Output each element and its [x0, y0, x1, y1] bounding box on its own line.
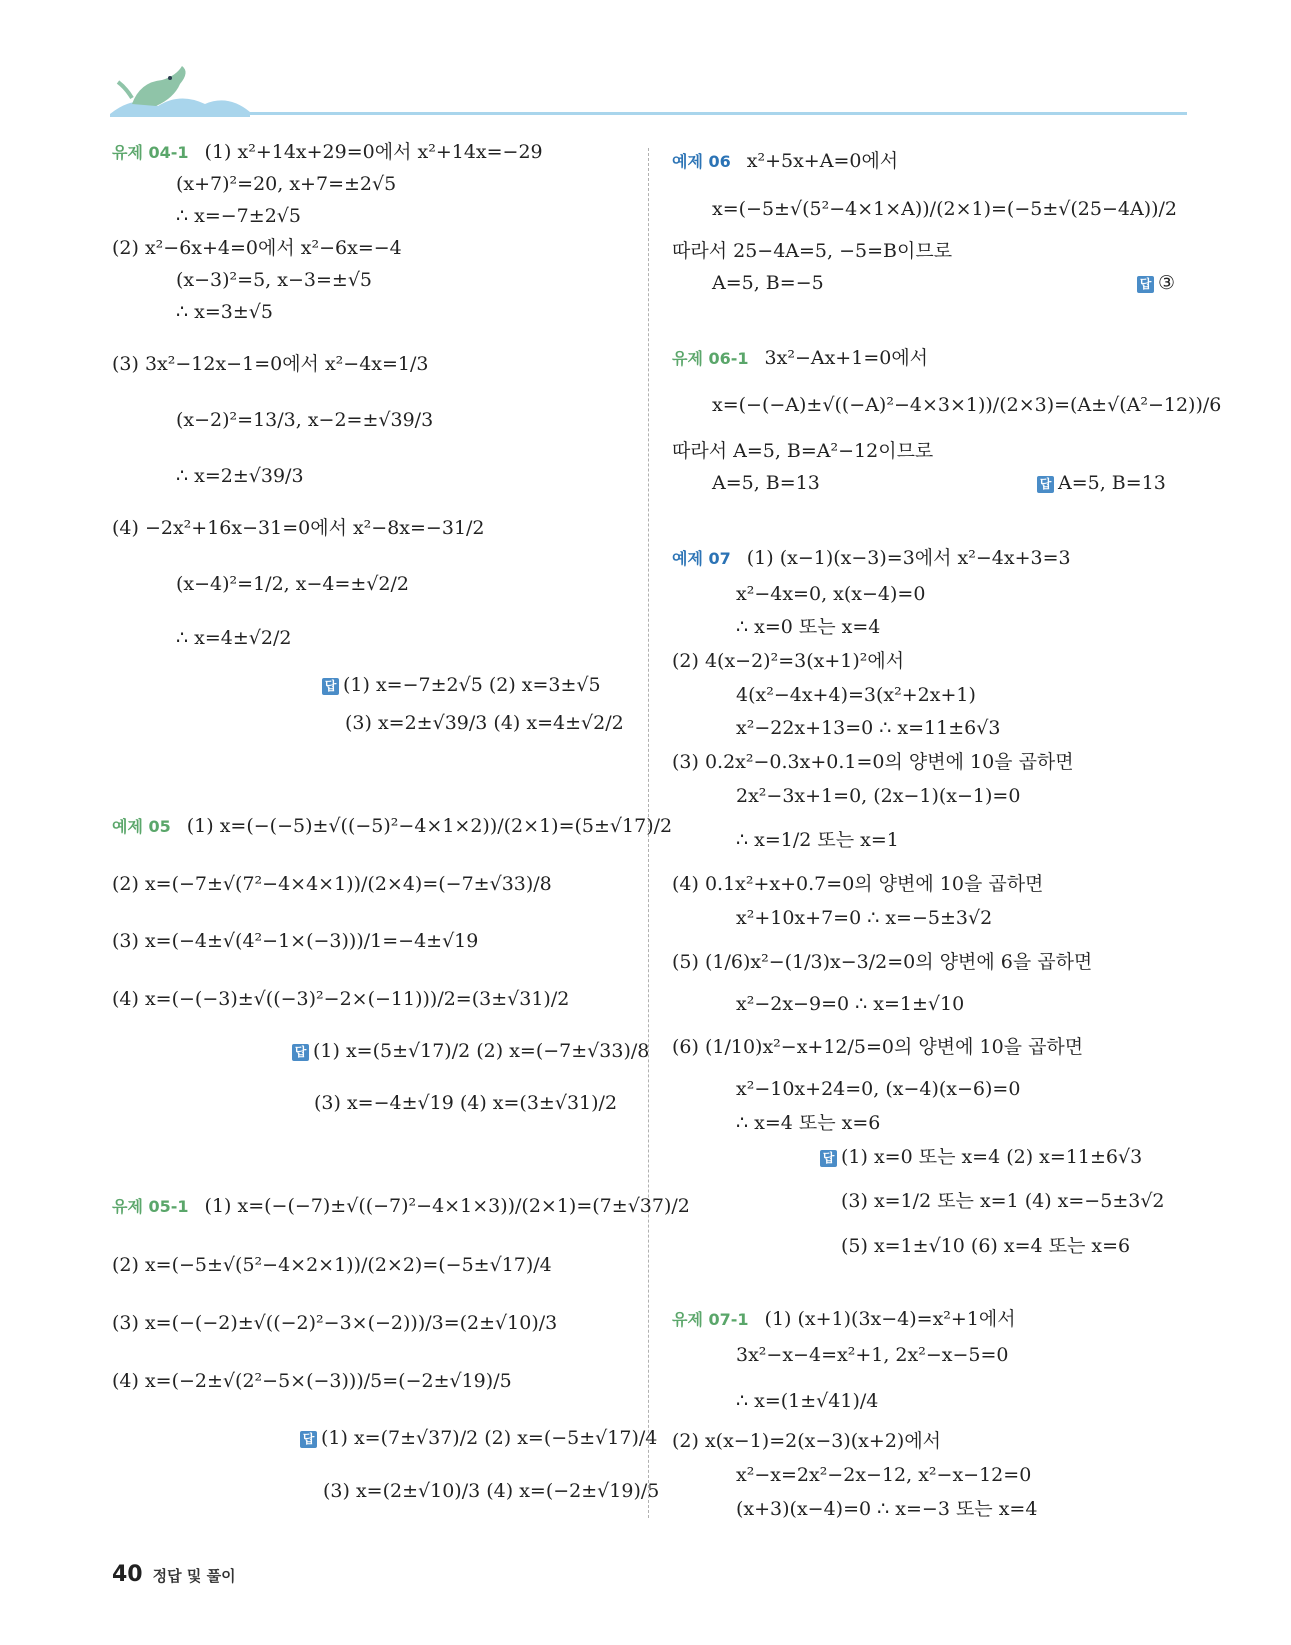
ex07-line: (5) (1/6)x²−(1/3)x−3/2=0의 양변에 6을 곱하면: [672, 951, 1093, 973]
ex07-answer-2: (3) x=1/2 또는 x=1 (4) x=−5±3√2: [841, 1190, 1165, 1212]
ex04-1-line-1: 유제 04-1 (1) x²+14x+29=0에서 x²+14x=−29: [112, 141, 543, 163]
ex05-1-line: (2) x=(−5±√(5²−4×2×1))/(2×2)=(−5±√17)/4: [112, 1254, 552, 1276]
whale-header-icon: [110, 62, 250, 117]
ex06-line: A=5, B=−5: [712, 272, 824, 294]
ex06-1-answer: 답 A=5, B=13: [1037, 472, 1166, 494]
ex05-1-line-1: 유제 05-1 (1) x=(−(−7)±√((−7)²−4×1×3))/(2×1)=(7±√37)/2: [112, 1195, 690, 1217]
ex07-answer-1: 답 (1) x=0 또는 x=4 (2) x=11±6√3: [820, 1146, 1142, 1168]
problem-label: 유제 07-1: [672, 1310, 749, 1329]
answer-mark-icon: 답: [300, 1431, 317, 1448]
ex07-1-line: (x+3)(x−4)=0 ∴ x=−3 또는 x=4: [736, 1498, 1038, 1520]
ex07-line-1: 예제 07 (1) (x−1)(x−3)=3에서 x²−4x+3=3: [672, 547, 1071, 569]
ex04-1-line: ∴ x=3±√5: [176, 301, 273, 323]
ex07-1-line-1: 유제 07-1 (1) (x+1)(3x−4)=x²+1에서: [672, 1308, 1016, 1330]
ex05-1-line: (4) x=(−2±√(2²−5×(−3)))/5=(−2±√19)/5: [112, 1370, 512, 1392]
ex07-line: x²−2x−9=0 ∴ x=1±√10: [736, 993, 965, 1015]
ex05-answer-2: (3) x=−4±√19 (4) x=(3±√31)/2: [314, 1092, 618, 1114]
ex07-line: ∴ x=4 또는 x=6: [736, 1112, 881, 1134]
answer-mark-icon: 답: [820, 1150, 837, 1167]
ex04-1-line: (x−3)²=5, x−3=±√5: [176, 269, 373, 291]
ex04-1-line: (x−4)²=1/2, x−4=±√2/2: [176, 573, 409, 595]
ex07-line: (4) 0.1x²+x+0.7=0의 양변에 10을 곱하면: [672, 873, 1044, 895]
ex07-1-line: 3x²−x−4=x²+1, 2x²−x−5=0: [736, 1344, 1009, 1366]
ex07-line: (6) (1/10)x²−x+12/5=0의 양변에 10을 곱하면: [672, 1036, 1084, 1058]
ex04-1-line: (x−2)²=13/3, x−2=±√39/3: [176, 409, 434, 431]
ex06-answer: 답 ③: [1137, 272, 1175, 294]
header-rule: [115, 112, 1187, 115]
ex07-answer-3: (5) x=1±√10 (6) x=4 또는 x=6: [841, 1235, 1131, 1257]
ex05-1-answer-2: (3) x=(2±√10)/3 (4) x=(−2±√19)/5: [323, 1480, 660, 1502]
ex07-line: x²−4x=0, x(x−4)=0: [736, 583, 926, 605]
ex07-line: x²+10x+7=0 ∴ x=−5±3√2: [736, 907, 993, 929]
answer-mark-icon: 답: [322, 678, 339, 695]
page-number: 40: [112, 1562, 143, 1587]
ex05-line-1: 예제 05 (1) x=(−(−5)±√((−5)²−4×1×2))/(2×1)=(5±√17)/2: [112, 815, 673, 837]
page-footer: [112, 1562, 236, 1587]
ex07-line: x²−22x+13=0 ∴ x=11±6√3: [736, 717, 1001, 739]
ex07-1-line: (2) x(x−1)=2(x−3)(x+2)에서: [672, 1430, 942, 1452]
problem-label: 예제 05: [112, 817, 171, 836]
ex07-1-line: x²−x=2x²−2x−12, x²−x−12=0: [736, 1464, 1032, 1486]
ex04-1-line: ∴ x=4±√2/2: [176, 627, 292, 649]
problem-label: 유제 06-1: [672, 349, 749, 368]
ex06-1-line: x=(−(−A)±√((−A)²−4×3×1))/(2×3)=(A±√(A²−12))/6: [712, 394, 1222, 416]
ex06-line-1: 예제 06 x²+5x+A=0에서: [672, 150, 899, 172]
ex04-1-line: (4) −2x²+16x−31=0에서 x²−8x=−31/2: [112, 517, 485, 539]
footer-title: 정답 및 풀이: [152, 1567, 236, 1585]
ex07-line: x²−10x+24=0, (x−4)(x−6)=0: [736, 1078, 1021, 1100]
ex05-1-answer-1: 답 (1) x=(7±√37)/2 (2) x=(−5±√17)/4: [300, 1427, 657, 1449]
ex04-1-line: ∴ x=2±√39/3: [176, 465, 304, 487]
ex07-line: 2x²−3x+1=0, (2x−1)(x−1)=0: [736, 785, 1021, 807]
ex05-1-line: (3) x=(−(−2)±√((−2)²−3×(−2)))/3=(2±√10)/3: [112, 1312, 558, 1334]
ex07-line: (2) 4(x−2)²=3(x+1)²에서: [672, 650, 905, 672]
ex04-1-line: (2) x²−6x+4=0에서 x²−6x=−4: [112, 237, 402, 259]
problem-label: 유제 05-1: [112, 1197, 189, 1216]
ex04-1-answer-2: (3) x=2±√39/3 (4) x=4±√2/2: [345, 712, 624, 734]
ex06-1-line: 따라서 A=5, B=A²−12이므로: [672, 440, 934, 462]
ex04-1-line: (3) 3x²−12x−1=0에서 x²−4x=1/3: [112, 353, 429, 375]
ex07-line: ∴ x=1/2 또는 x=1: [736, 829, 899, 851]
ex05-line: (2) x=(−7±√(7²−4×4×1))/(2×4)=(−7±√33)/8: [112, 873, 552, 895]
ex05-answer-1: 답 (1) x=(5±√17)/2 (2) x=(−7±√33)/8: [292, 1040, 649, 1062]
ex06-1-line-1: 유제 06-1 3x²−Ax+1=0에서: [672, 347, 929, 369]
problem-label: 유제 04-1: [112, 143, 189, 162]
answer-mark-icon: 답: [292, 1044, 309, 1061]
answer-mark-icon: 답: [1037, 476, 1054, 493]
ex04-1-line: ∴ x=−7±2√5: [176, 205, 301, 227]
ex07-line: 4(x²−4x+4)=3(x²+2x+1): [736, 684, 976, 706]
answer-mark-icon: 답: [1137, 276, 1154, 293]
ex04-1-line: (x+7)²=20, x+7=±2√5: [176, 173, 397, 195]
ex07-1-line: ∴ x=(1±√41)/4: [736, 1390, 879, 1412]
ex05-line: (3) x=(−4±√(4²−1×(−3)))/1=−4±√19: [112, 930, 479, 952]
ex06-line: x=(−5±√(5²−4×1×A))/(2×1)=(−5±√(25−4A))/2: [712, 198, 1178, 220]
ex07-line: ∴ x=0 또는 x=4: [736, 616, 881, 638]
ex04-1-answer-1: 답 (1) x=−7±2√5 (2) x=3±√5: [322, 674, 601, 696]
ex06-1-line: A=5, B=13: [712, 472, 820, 494]
problem-label: 예제 07: [672, 549, 731, 568]
ex06-line: 따라서 25−4A=5, −5=B이므로: [672, 240, 953, 262]
ex07-line: (3) 0.2x²−0.3x+0.1=0의 양변에 10을 곱하면: [672, 751, 1074, 773]
ex05-line: (4) x=(−(−3)±√((−3)²−2×(−11)))/2=(3±√31)/2: [112, 988, 570, 1010]
problem-label: 예제 06: [672, 152, 731, 171]
